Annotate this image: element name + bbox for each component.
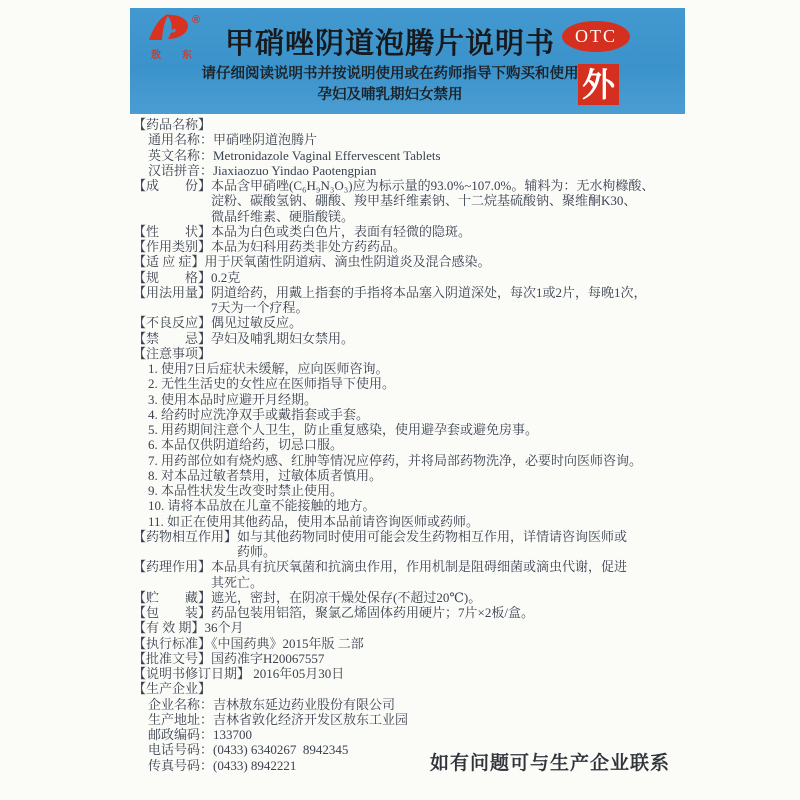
page-title: 甲硝唑阴道泡腾片说明书 [224, 28, 555, 60]
dosage-cont-line: 7天为一个疗程。 [211, 300, 309, 315]
section-indications: 【适 应 症】用于厌氧菌性阴道病、滴虫性阴道炎及混合感染。 [133, 254, 491, 270]
leaflet-body [133, 117, 693, 773]
section-drug-name: 【药品名称】 [133, 117, 212, 132]
section-approval-number: 【批准文号】国药准字H20067557 [133, 650, 325, 666]
otc-badge: OTC [562, 21, 630, 52]
section-ingredients: 【成 份】本品含甲硝唑(C₆H₉N₃O₃)应为标示量的93.0%~107.0%。辅料为：无水枸橼酸、 [133, 178, 655, 193]
pharmacology-cont-line: 其死亡。 [211, 574, 264, 590]
contact-note: 如有问题可与生产企业联系 [430, 753, 671, 774]
section-storage: 【贮 藏】遮光，密封，在阴凉干燥处保存(不超过20℃)。 [133, 589, 482, 605]
section-description: 【性 状】本品为白色或类白色片，表面有轻微的隐斑。 [133, 223, 472, 239]
precaution-item: 11. 如正在使用其他药品，使用本品前请咨询医师或药师。 [148, 513, 480, 529]
section-contraindications: 【禁 忌】孕妇及哺乳期妇女禁用。 [133, 330, 355, 346]
section-dosage: 【用法用量】阴道给药，用戴上指套的手指将本品塞入阴道深处，每次1或2片，每晚1次， [133, 284, 647, 300]
section-precautions: 【注意事项】 [133, 345, 212, 361]
section-adverse-reactions: 【不良反应】偶见过敏反应。 [133, 315, 303, 331]
leaflet-header-banner [130, 8, 685, 114]
phone-number-line: 电话号码：(0433) 6340267 8942345 [148, 742, 349, 758]
ingredients-cont-line: 微晶纤维素、硬脂酸镁。 [211, 208, 355, 224]
fax-number-line: 传真号码：(0433) 8942221 [148, 757, 297, 773]
precaution-item: 8. 对本品过敏者禁用，过敏体质者慎用。 [148, 467, 383, 483]
precaution-item: 6. 本品仅供阴道给药，切忌口服。 [148, 437, 344, 453]
precaution-item: 3. 使用本品时应避开月经期。 [148, 391, 318, 407]
precaution-item: 9. 本品性状发生改变时禁止使用。 [148, 483, 344, 498]
section-packaging: 【包 装】药品包装用铝箔，聚氯乙烯固体药用硬片；7片×2板/盒。 [133, 605, 534, 620]
header-subtitle-line2: 孕妇及哺乳期妇女禁用 [317, 87, 463, 103]
precaution-item: 2. 无性生活史的女性应在医师指导下使用。 [148, 376, 396, 392]
section-shelf-life: 【有 效 期】36个月 [133, 620, 244, 636]
precaution-item: 7. 用药部位如有烧灼感、红肿等情况应停药，并将局部药物洗净，必要时向医师咨询。 [148, 452, 643, 468]
section-drug-interactions: 【药物相互作用】如与其他药物同时使用可能会发生药物相互作用，详情请咨询医师或 [133, 528, 628, 544]
external-use-badge: 外 [578, 64, 619, 105]
generic-name-line: 通用名称：甲硝唑阴道泡腾片 [148, 132, 318, 148]
precaution-item: 10. 请将本品放在儿童不能接触的地方。 [148, 498, 376, 514]
section-pharmacology: 【药理作用】本品具有抗厌氧菌和抗滴虫作用，作用机制是阻碍细菌或滴虫代谢，促进 [133, 559, 628, 575]
precaution-item: 5. 用药期间注意个人卫生，防止重复感染，使用避孕套或避免房事。 [148, 422, 539, 437]
brand-name: 敖 东 [151, 50, 201, 61]
header-title-block [180, 28, 600, 103]
english-name-line: 英文名称：Metronidazole Vaginal Effervescent Tablets [148, 147, 441, 163]
registered-trademark-mark: ® [192, 14, 201, 26]
header-subtitle-line1: 请仔细阅读说明书并按说明使用或在药师指导下购买和使用 [201, 66, 579, 82]
manufacturer-address-line: 生产地址：吉林省敦化经济开发区敖东工业园 [148, 711, 409, 727]
manufacturer-name-line: 企业名称：吉林敖东延边药业股份有限公司 [148, 696, 396, 712]
section-category: 【作用类别】本品为妇科用药类非处方药药品。 [133, 239, 407, 254]
precaution-item: 4. 给药时应洗净双手或戴指套或手套。 [148, 406, 370, 422]
pinyin-name-line: 汉语拼音：Jiaxiaozuo Yindao Paotengpian [148, 162, 377, 178]
section-strength: 【规 格】0.2克 [133, 269, 241, 285]
section-manufacturer: 【生产企业】 [133, 681, 212, 697]
section-revision-date: 【说明书修订日期】 2016年05月30日 [133, 666, 345, 681]
postal-code-line: 邮政编码：133700 [148, 727, 253, 742]
precaution-item: 1. 使用7日后症状未缓解，应向医师咨询。 [148, 361, 389, 376]
section-standard: 【执行标准】《中国药典》2015年版 二部 [133, 635, 364, 651]
ingredients-cont-line: 淀粉、碳酸氢钠、硼酸、羧甲基纤维素钠、十二烷基硫酸钠、聚维酮K30、 [211, 193, 637, 209]
drug-interactions-cont-line: 药师。 [237, 544, 277, 559]
